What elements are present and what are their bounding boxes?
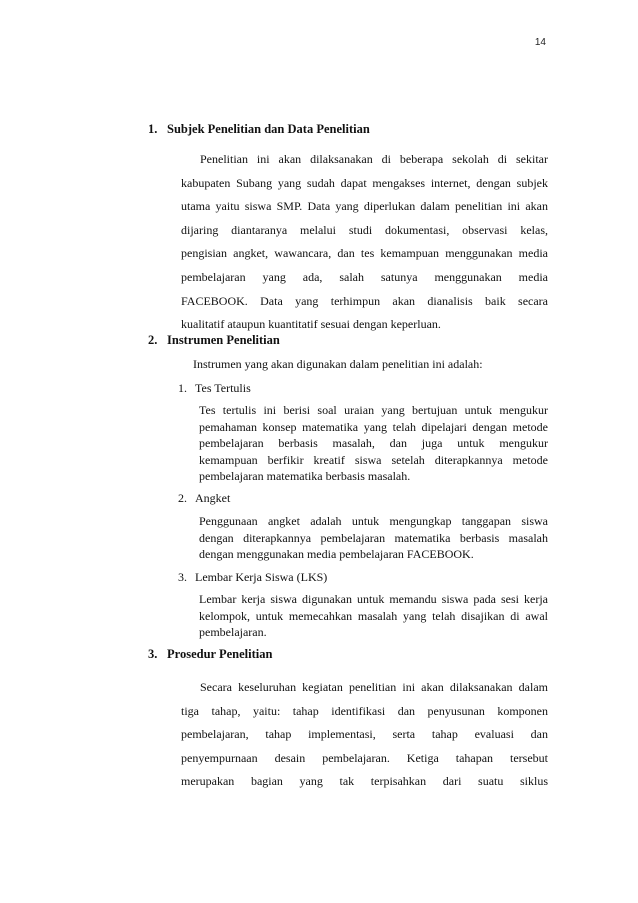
- item-2-heading: [178, 490, 230, 506]
- paragraph-line: kabupaten Subang yang sudah dapat mengakses internet, dengan subjek: [181, 175, 548, 190]
- paragraph-line: dengan diterapkannya pembelajaran matematika berbasis masalah: [199, 530, 548, 545]
- item-1-heading: [178, 380, 251, 396]
- paragraph-line: utama yaitu siswa SMP. Data yang diperlukan dalam penelitian ini akan: [181, 199, 548, 214]
- paragraph-line: kelompok, untuk memecahkan masalah yang telah disajikan di awal: [199, 608, 548, 623]
- paragraph-line: penyempurnaan desain pembelajaran. Ketiga tahapan tersebut: [181, 750, 548, 765]
- item-2-title: Angket: [195, 491, 231, 505]
- section-2-heading: [148, 332, 280, 348]
- paragraph-line: pemahaman konsep matematika yang telah dipelajari dengan metode: [199, 419, 548, 434]
- item-1-title: Tes Tertulis: [195, 381, 251, 395]
- section-2-title: Instrumen Penelitian: [167, 333, 280, 347]
- section-3-number: 3.: [148, 647, 158, 661]
- section-2-number: 2.: [148, 333, 158, 347]
- paragraph-line: pembelajaran.: [199, 625, 267, 639]
- paragraph-line: pembelajaran yang ada, salah satunya menggunakan media: [181, 269, 548, 284]
- paragraph-line: merupakan bagian yang tak terpisahkan dari suatu siklus: [181, 774, 548, 789]
- paragraph-line: pengisian angket, wawancara, dan tes kemampuan menggunakan media: [181, 246, 548, 261]
- paragraph-line: FACEBOOK. Data yang terhimpun akan dianalisis baik secara: [181, 293, 548, 308]
- item-3-title: Lembar Kerja Siswa (LKS): [195, 570, 328, 584]
- item-3-number: 3.: [178, 570, 187, 584]
- section-3-title: Prosedur Penelitian: [167, 647, 273, 661]
- paragraph-line: dengan menggunakan media pembelajaran FACEBOOK.: [199, 547, 474, 561]
- item-2-paragraph: [199, 513, 548, 563]
- item-3-paragraph: [199, 591, 548, 641]
- paragraph-line: Tes tertulis ini berisi soal uraian yang bertujuan untuk mengukur: [199, 403, 548, 417]
- section-2-intro: Instrumen yang akan digunakan dalam penelitian ini adalah:: [193, 357, 483, 371]
- section-1-heading: [148, 121, 370, 137]
- section-1-paragraph: [181, 148, 548, 337]
- paragraph-line: Penelitian ini akan dilaksanakan di beberapa sekolah di sekitar: [200, 152, 548, 166]
- page-number: 14: [534, 37, 546, 48]
- item-1-number: 1.: [178, 381, 187, 395]
- section-1-number: 1.: [148, 122, 158, 136]
- paragraph-line: dijaring diantaranya melalui studi dokumentasi, observasi kelas,: [181, 222, 548, 237]
- paragraph-line: pembelajaran matematika berbasis masalah.: [199, 469, 411, 483]
- item-1-paragraph: [199, 402, 548, 485]
- paragraph-line: tiga tahap, yaitu: tahap identifikasi dan penyusunan komponen: [181, 703, 548, 718]
- paragraph-line: Secara keseluruhan kegiatan penelitian ini akan dilaksanakan dalam: [200, 680, 548, 694]
- section-1-title: Subjek Penelitian dan Data Penelitian: [167, 122, 370, 136]
- item-3-heading: [178, 569, 327, 585]
- item-2-number: 2.: [178, 491, 187, 505]
- paragraph-line: Lembar kerja siswa digunakan untuk memandu siswa pada sesi kerja: [199, 592, 548, 606]
- paragraph-line: kemampuan berfikir kreatif siswa setelah diterapkannya metode: [199, 452, 548, 467]
- paragraph-line: pembelajaran, tahap implementasi, serta tahap evaluasi dan: [181, 727, 548, 742]
- section-3-heading: [148, 646, 272, 662]
- paragraph-line: kualitatif ataupun kuantitatif sesuai dengan keperluan.: [181, 317, 441, 332]
- paragraph-line: pembelajaran berbasis masalah, dan juga untuk mengukur: [199, 436, 548, 450]
- section-3-paragraph: [181, 676, 548, 794]
- paragraph-line: Penggunaan angket adalah untuk mengungkap tanggapan siswa: [199, 514, 548, 528]
